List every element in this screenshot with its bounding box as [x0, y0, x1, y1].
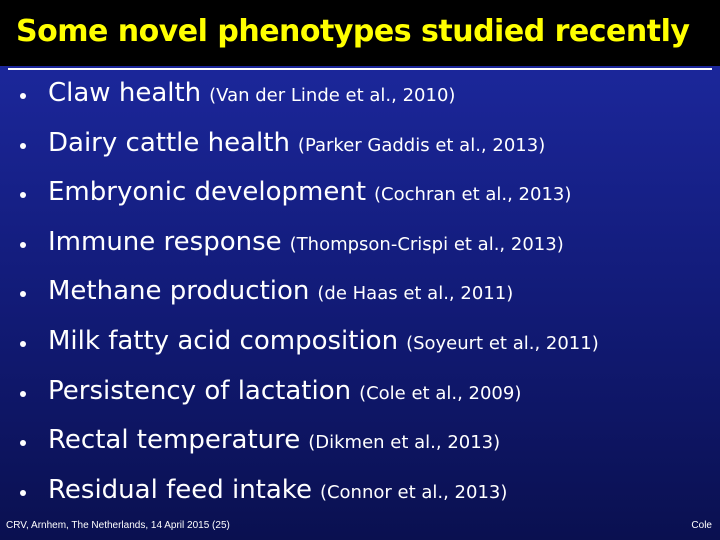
bullet-item: [0, 270, 720, 320]
bullet-dot-icon: [20, 440, 26, 446]
footer-author: Cole: [691, 520, 712, 531]
bullet-dot-icon: [20, 291, 26, 297]
bullet-citation: (Dikmen et al., 2013): [308, 432, 501, 454]
bullet-citation: (Cochran et al., 2013): [374, 184, 572, 206]
bullet-item: [0, 419, 720, 469]
bullet-citation: (Parker Gaddis et al., 2013): [297, 134, 546, 156]
bullet-dot-icon: [20, 341, 26, 347]
bullet-citation: (de Haas et al., 2011): [317, 283, 514, 305]
bullet-citation: (Connor et al., 2013): [319, 481, 508, 503]
bullet-citation: (Van der Linde et al., 2010): [209, 85, 456, 106]
bullet-item: [0, 122, 720, 172]
bullet-item: [0, 370, 720, 420]
bullet-label: Rectal temperature: [48, 425, 301, 456]
bullet-dot-icon: [20, 93, 26, 99]
bullet-citation: (Soyeurt et al., 2011): [406, 332, 599, 354]
bullet-item: [0, 320, 720, 370]
bullet-label: Milk fatty acid composition: [48, 325, 399, 356]
bullet-label: Claw health: [48, 78, 202, 108]
bullet-citation: (Thompson-Crispi et al., 2013): [289, 233, 564, 255]
bullet-list: [0, 72, 720, 518]
bullet-item: [0, 171, 720, 221]
bullet-label: Dairy cattle health: [48, 127, 290, 158]
bullet-label: Embryonic development: [48, 177, 367, 208]
bullet-label: Immune response: [48, 226, 282, 257]
footer-venue: CRV, Arnhem, The Netherlands, 14 April 2015 (25): [6, 520, 230, 531]
slide-title: Some novel phenotypes studied recently: [16, 14, 690, 49]
bullet-label: Persistency of lactation: [48, 375, 352, 406]
bullet-dot-icon: [20, 490, 26, 496]
bullet-dot-icon: [20, 391, 26, 397]
title-bar: [0, 0, 720, 66]
bullet-dot-icon: [20, 192, 26, 198]
bullet-dot-icon: [20, 242, 26, 248]
bullet-label: Residual feed intake: [48, 474, 312, 505]
bullet-item: [0, 72, 720, 122]
bullet-item: [0, 469, 720, 519]
bullet-citation: (Cole et al., 2009): [359, 382, 522, 404]
bullet-dot-icon: [20, 143, 26, 149]
title-divider: [8, 68, 712, 70]
bullet-label: Methane production: [48, 276, 310, 307]
bullet-item: [0, 221, 720, 271]
